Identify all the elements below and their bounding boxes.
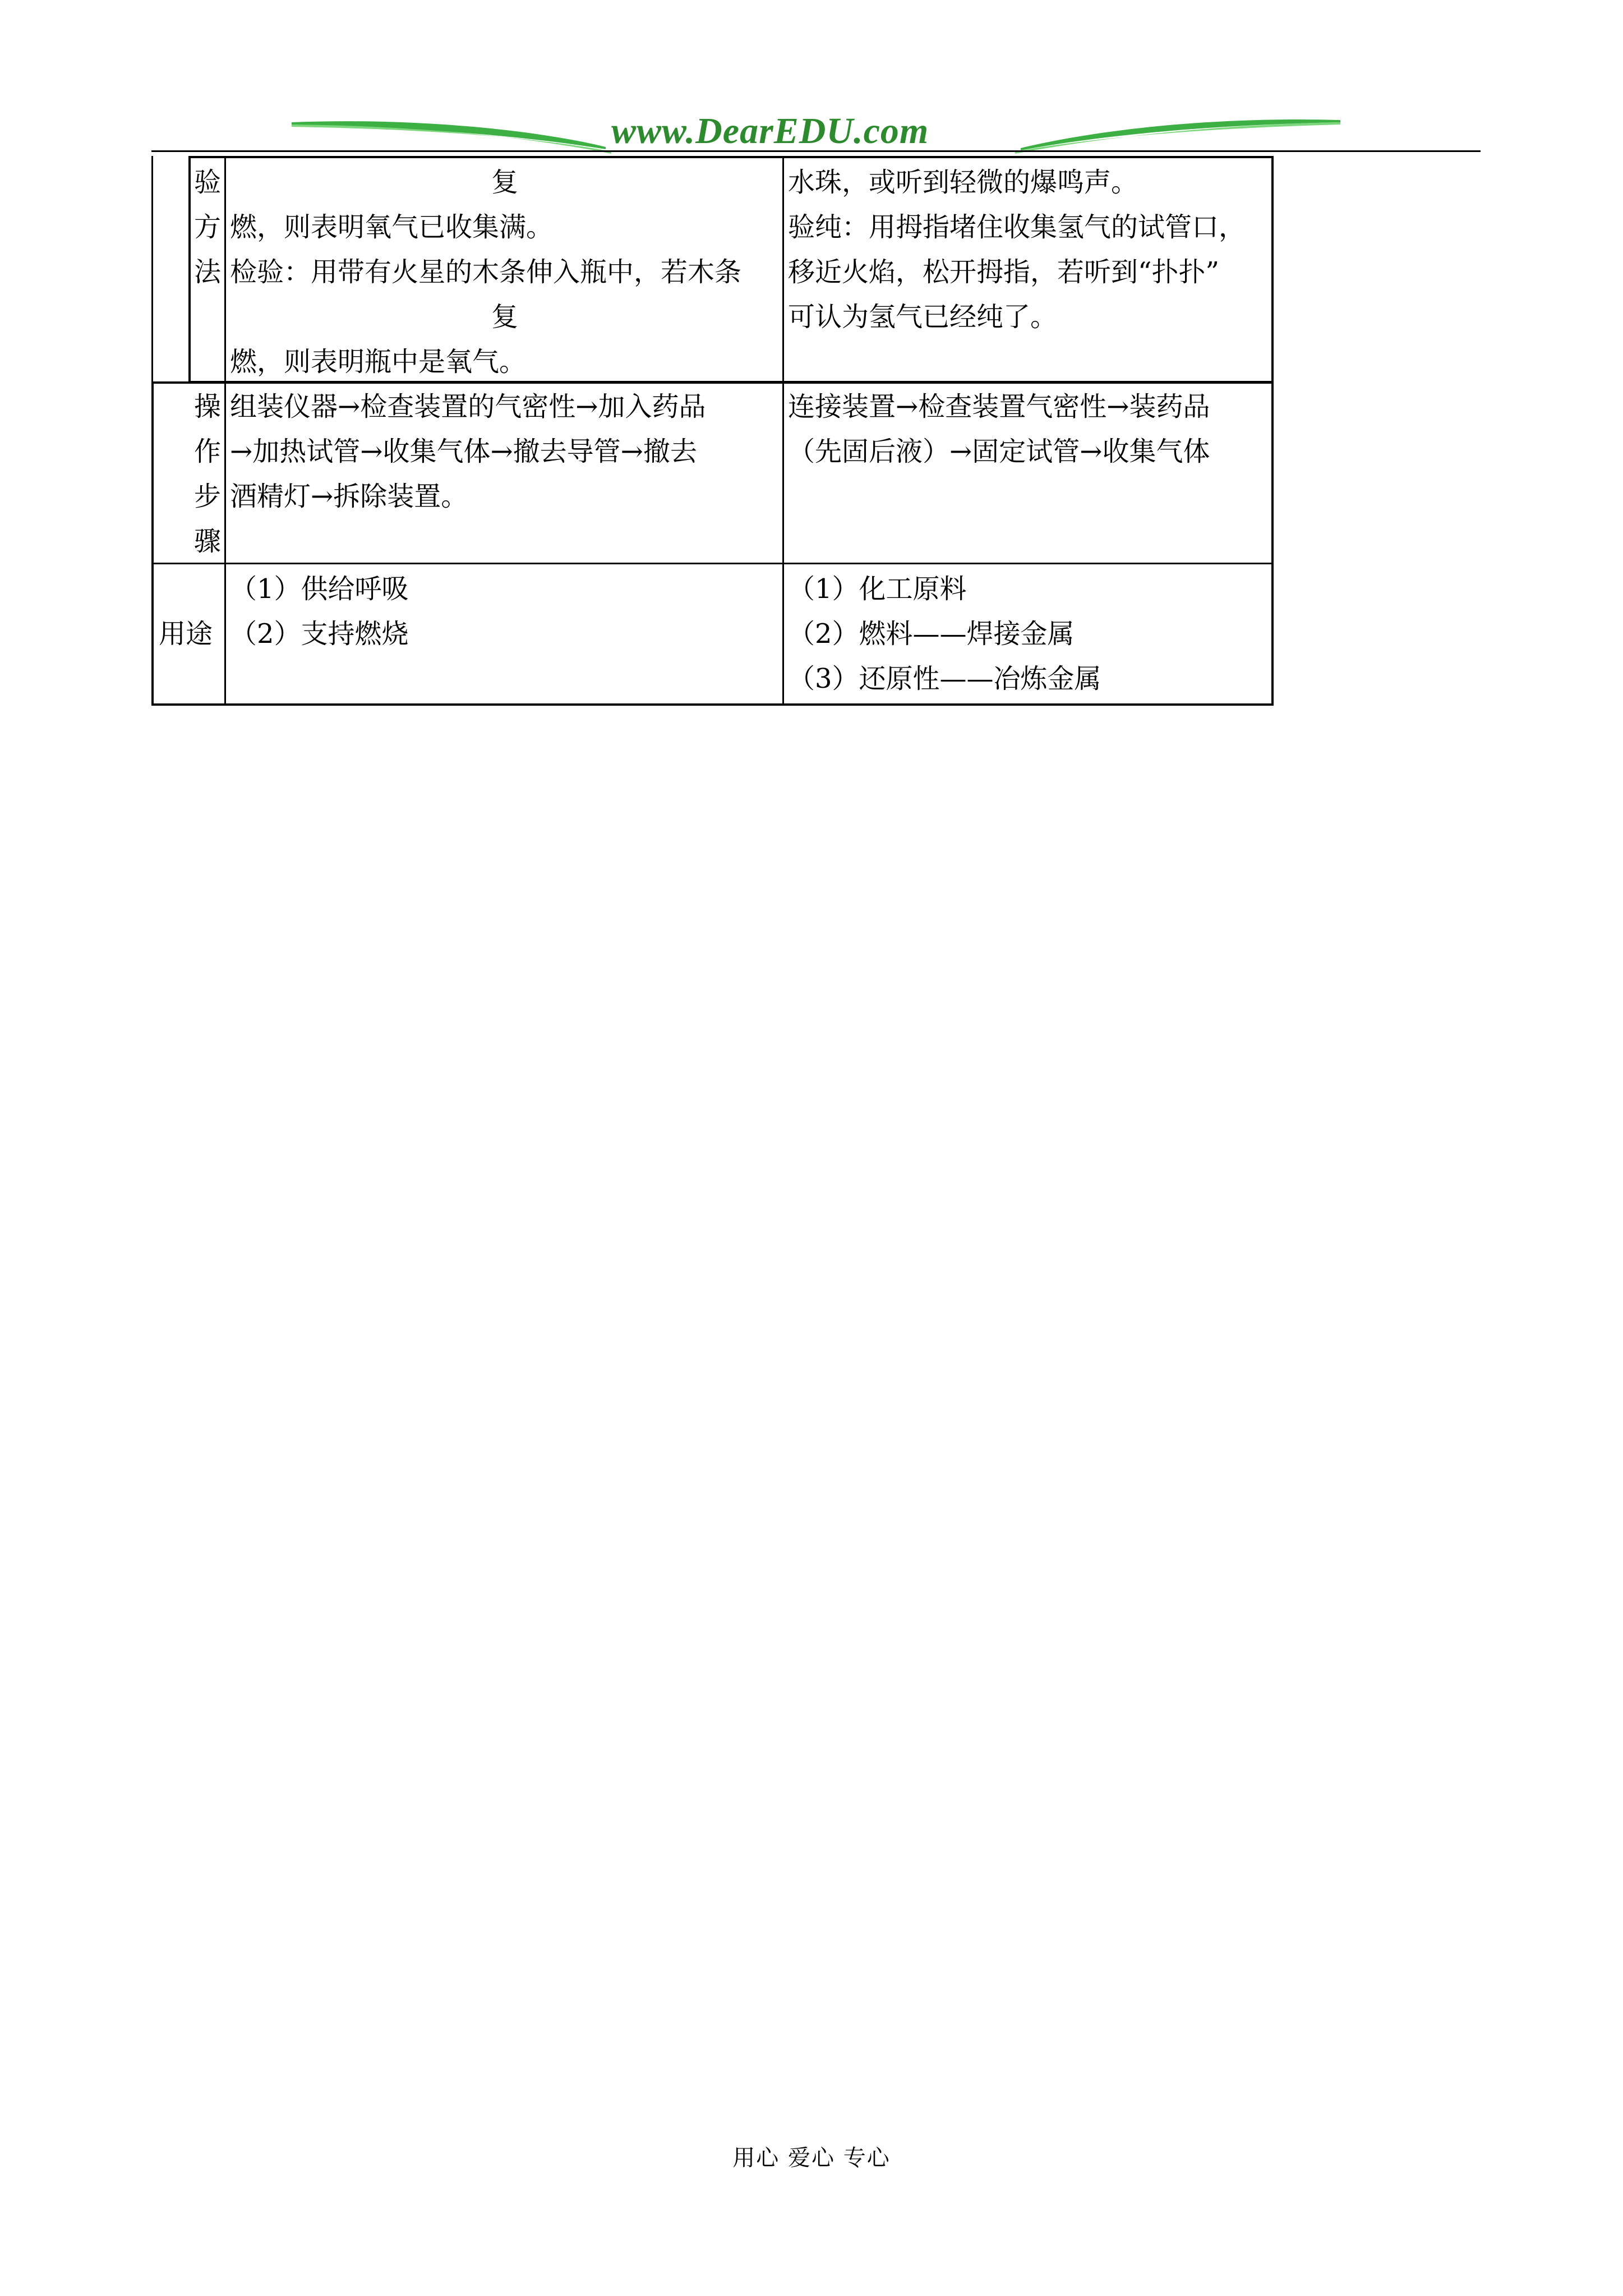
use-right-line: （3）还原性——冶炼金属 xyxy=(788,663,1101,694)
verify-label: 验 方 法 xyxy=(193,167,221,288)
steps-right-line: 连接装置→检查装置气密性→装药品 xyxy=(788,391,1210,422)
verify-left-line: 复 xyxy=(491,301,518,333)
site-logo-text: www.DearEDU.com xyxy=(611,111,929,151)
verify-left-line: 燃，则表明氧气已收集满。 xyxy=(230,211,554,243)
steps-label: 操 作 步 骤 xyxy=(193,391,221,557)
verify-left-line: 复 xyxy=(491,167,518,198)
verify-right-line: 水珠，或听到轻微的爆鸣声。 xyxy=(788,167,1138,198)
verify-left-line: 检验：用带有火星的木条伸入瓶中，若木条 xyxy=(230,256,742,288)
page-footer: 用心 爱心 专心 xyxy=(732,2145,891,2171)
use-label: 用途 xyxy=(159,618,213,650)
use-left-line: （1）供给呼吸 xyxy=(230,573,409,605)
use-right-line: （2）燃料——焊接金属 xyxy=(788,618,1075,650)
steps-left-line: 组装仪器→检查装置的气密性→加入药品 xyxy=(230,391,706,422)
steps-right-line: （先固后液）→固定试管→收集气体 xyxy=(788,436,1210,467)
verify-right-line: 验纯：用拇指堵住收集氢气的试管口， xyxy=(788,211,1246,243)
use-left-line: （2）支持燃烧 xyxy=(230,618,409,650)
use-right-line: （1）化工原料 xyxy=(788,573,967,605)
header-rule xyxy=(151,150,1481,152)
verify-right-line: 移近火焰，松开拇指，若听到“扑扑” xyxy=(788,256,1220,288)
verify-left-line: 燃，则表明瓶中是氧气。 xyxy=(230,346,527,378)
steps-left-line: 酒精灯→拆除装置。 xyxy=(230,481,468,512)
steps-left-line: →加热试管→收集气体→撤去导管→撤去 xyxy=(230,436,697,467)
verify-right-line: 可认为氢气已经纯了。 xyxy=(788,301,1058,333)
